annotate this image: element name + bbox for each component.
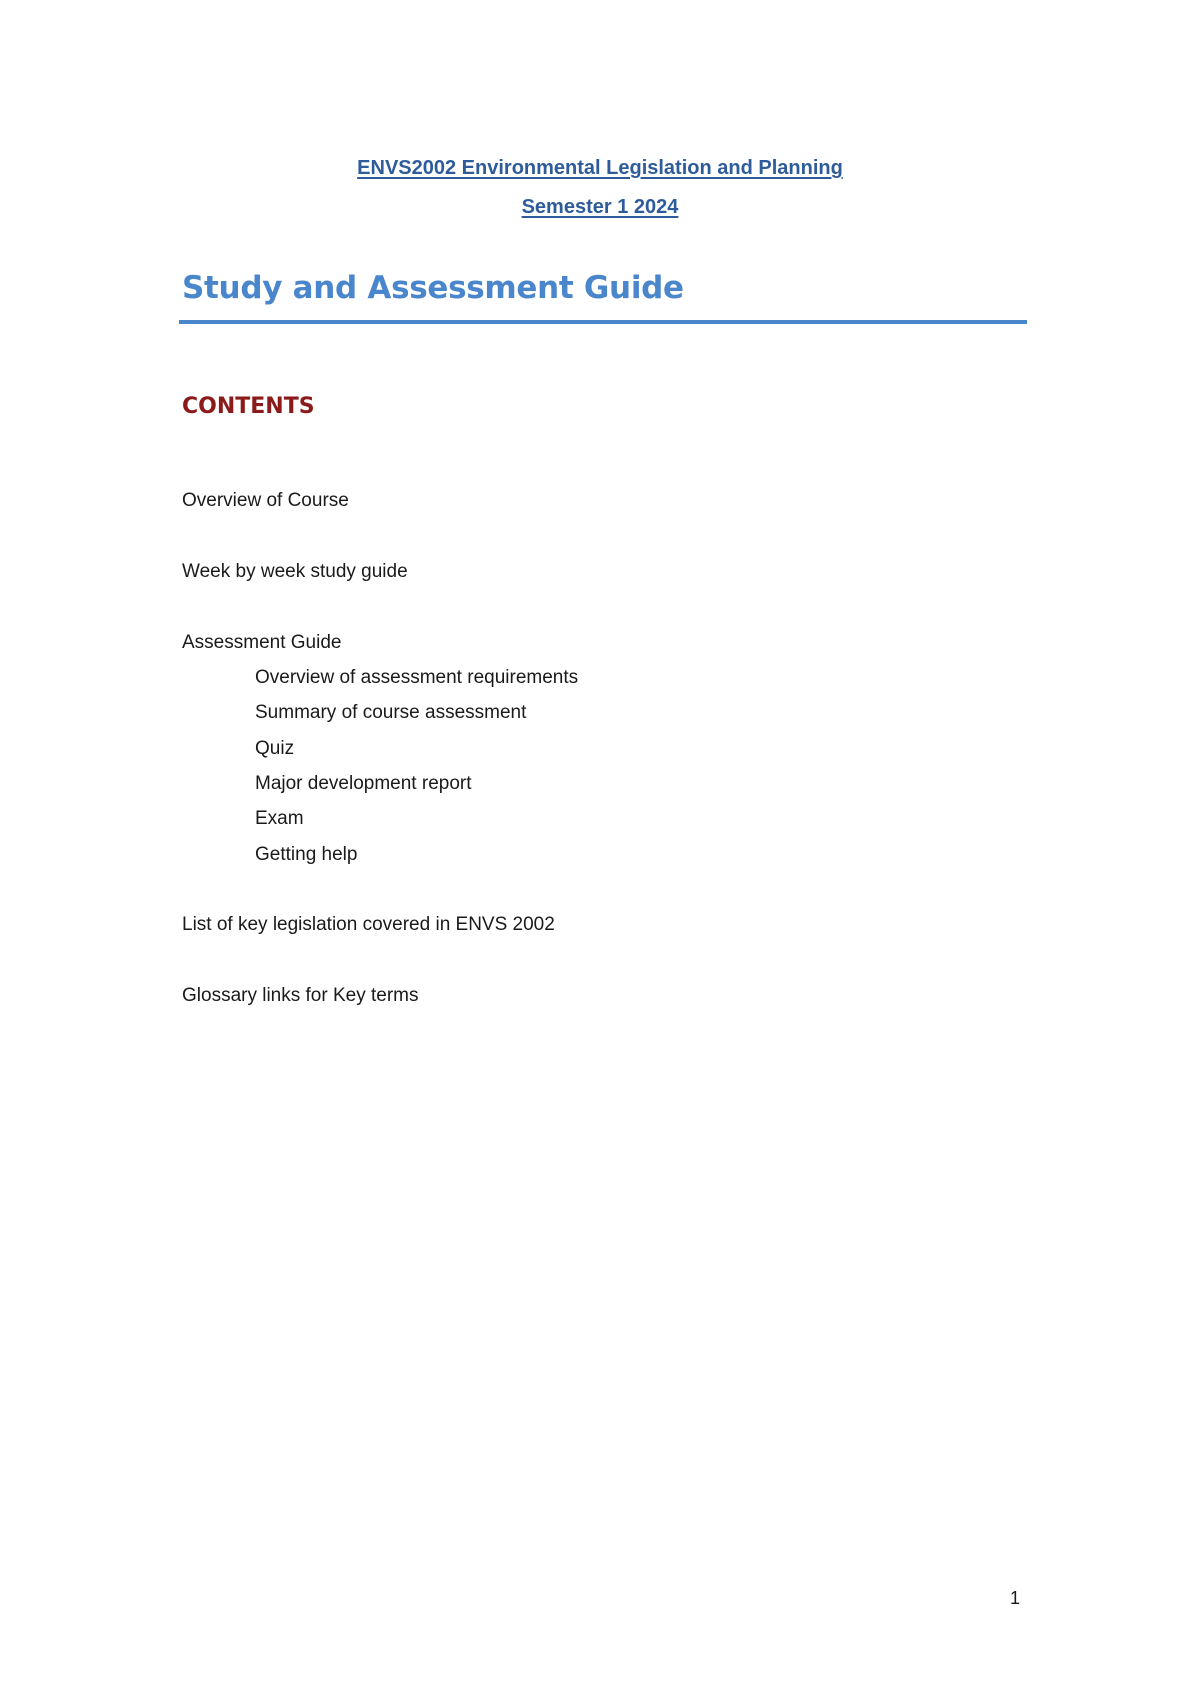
toc-subitem-assessment-requirements: Overview of assessment requirements bbox=[255, 667, 579, 688]
toc-item-assessment-guide: Assessment Guide bbox=[182, 632, 342, 653]
toc-subitem-getting-help: Getting help bbox=[255, 844, 358, 865]
guide-title: Study and Assessment Guide bbox=[182, 270, 684, 306]
contents-heading: CONTENTS bbox=[182, 394, 315, 419]
page-number: 1 bbox=[1010, 1588, 1021, 1608]
course-title: ENVS2002 Environmental Legislation and Planning bbox=[357, 157, 843, 179]
toc-subitem-course-assessment-summary: Summary of course assessment bbox=[255, 702, 527, 723]
title-divider bbox=[179, 320, 1027, 324]
toc-item-key-legislation: List of key legislation covered in ENVS 2002 bbox=[182, 914, 555, 935]
toc-item-week-by-week: Week by week study guide bbox=[182, 561, 408, 582]
toc-subitem-exam: Exam bbox=[255, 808, 304, 829]
toc-subitem-quiz: Quiz bbox=[255, 738, 295, 759]
toc-subitem-major-development-report: Major development report bbox=[255, 773, 472, 794]
semester-label: Semester 1 2024 bbox=[521, 196, 679, 218]
toc-item-glossary-links: Glossary links for Key terms bbox=[182, 985, 419, 1006]
toc-item-overview-of-course: Overview of Course bbox=[182, 490, 349, 511]
